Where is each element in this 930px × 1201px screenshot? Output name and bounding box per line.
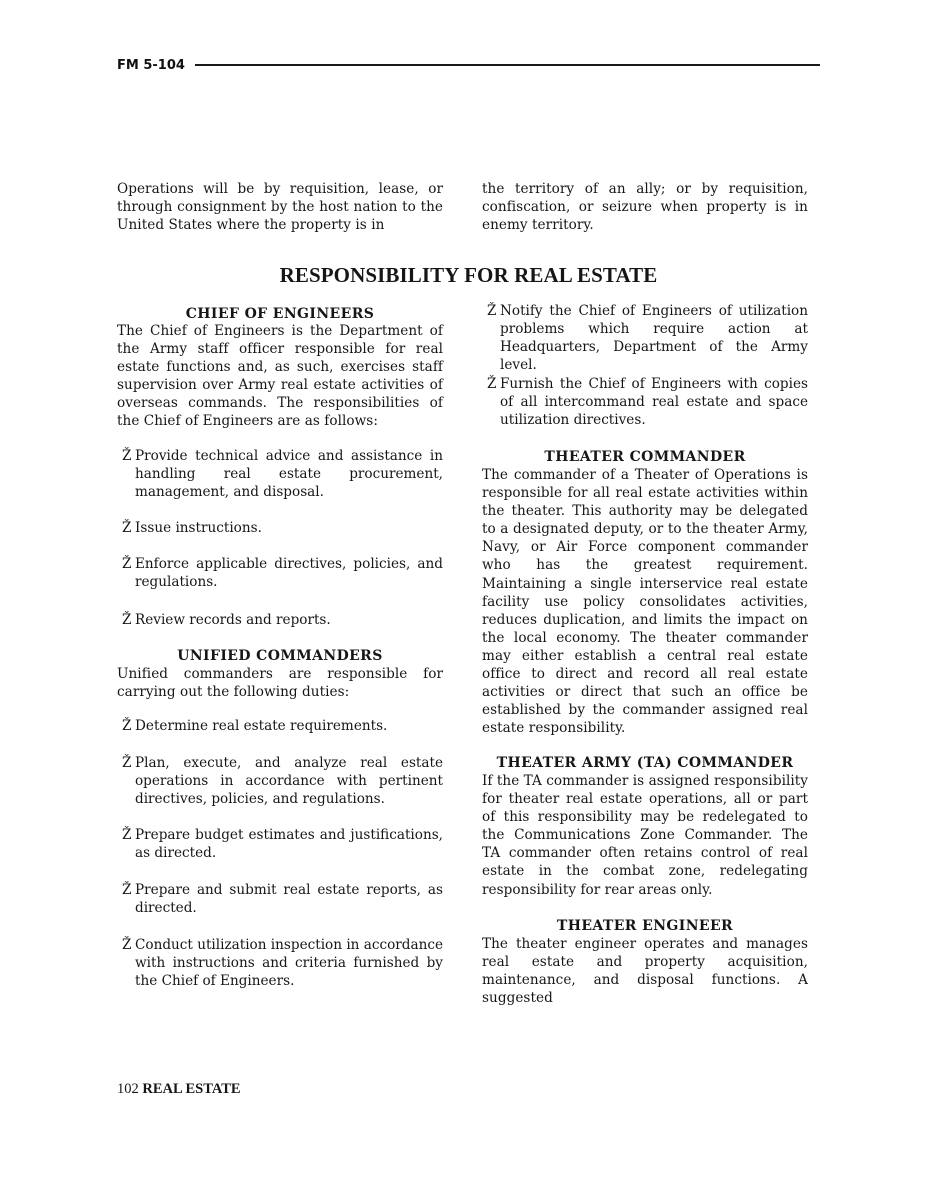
theater-commander-paragraph: The commander of a Theater of Operations is responsible for all real estate activities within the theater. This authority may be delegated to a designated deputy, or to the theater Army, Navy, or Air Force component commander who has the greatest requirement. Maintaining a single interservice real estate facility use policy consolidates activities, reduces duplication, and limits the impact on the local economy. The theater commander may either establish a central real estate office to direct and record all real estate activities or direct that such an office be established by the commander assigned real estate responsibility. <box>482 467 808 737</box>
bullet-icon: Ž <box>122 612 132 628</box>
unified-commanders-paragraph: Unified commanders are responsible for carrying out the following duties: <box>117 666 443 701</box>
heading-unified-commanders: UNIFIED COMMANDERS <box>177 648 383 664</box>
bullet-icon: Ž <box>122 937 132 953</box>
bullet-icon: Ž <box>122 827 132 843</box>
bullet-icon: Ž <box>122 882 132 898</box>
theater-engineer-paragraph: The theater engineer operates and manages real estate and property acquisition, maintenance, and disposal functions. A suggested <box>482 936 808 1007</box>
footer-section-title: REAL ESTATE <box>142 1081 241 1097</box>
list-item-text: Plan, execute, and analyze real estate operations in accordance with pertinent directives, policies, and regulations. <box>135 755 443 808</box>
manual-code: FM 5-104 <box>117 58 185 73</box>
heading-theater-army-commander: THEATER ARMY (TA) COMMANDER <box>496 755 794 771</box>
running-header <box>117 56 820 76</box>
bullet-icon: Ž <box>487 376 497 392</box>
list-item-text: Conduct utilization inspection in accordance with instructions and criteria furnished by the Chief of Engineers. <box>135 937 443 990</box>
page-number: 102 <box>117 1081 143 1097</box>
list-item-text: Enforce applicable directives, policies, and regulations. <box>135 556 443 591</box>
list-item-text: Prepare and submit real estate reports, as directed. <box>135 882 443 917</box>
bullet-icon: Ž <box>122 556 132 572</box>
bullet-icon: Ž <box>122 718 132 734</box>
page-footer <box>117 1080 241 1098</box>
list-item-text: Notify the Chief of Engineers of utilization problems which require action at Headquarters, Department of the Army level. <box>500 303 808 374</box>
list-item-text: Review records and reports. <box>135 612 331 628</box>
intro-paragraph-left: Operations will be by requisition, lease, or through consignment by the host nation to the United States where the property is in <box>117 181 443 234</box>
heading-theater-commander: THEATER COMMANDER <box>544 449 746 465</box>
list-item-text: Furnish the Chief of Engineers with copies of all intercommand real estate and space utilization directives. <box>500 376 808 429</box>
bullet-icon: Ž <box>487 303 497 319</box>
intro-paragraph-right: the territory of an ally; or by requisition, confiscation, or seizure when property is in enemy territory. <box>482 181 808 234</box>
list-item-text: Determine real estate requirements. <box>135 718 388 734</box>
heading-chief-of-engineers: CHIEF OF ENGINEERS <box>185 306 375 322</box>
list-item-text: Prepare budget estimates and justifications, as directed. <box>135 827 443 862</box>
bullet-icon: Ž <box>122 520 132 536</box>
header-rule <box>195 64 820 66</box>
section-title: RESPONSIBILITY FOR REAL ESTATE <box>279 263 658 287</box>
bullet-icon: Ž <box>122 448 132 464</box>
bullet-icon: Ž <box>122 755 132 771</box>
chief-of-engineers-paragraph: The Chief of Engineers is the Department of the Army staff officer responsible for real estate functions and, as such, exercises staff supervision over Army real estate activities of overseas commands. The responsibilities of the Chief of Engineers are as follows: <box>117 323 443 430</box>
list-item-text: Issue instructions. <box>135 520 262 536</box>
heading-theater-engineer: THEATER ENGINEER <box>556 918 734 934</box>
ta-commander-paragraph: If the TA commander is assigned responsibility for theater real estate operations, all or part of this responsibility may be redelegated to the Communications Zone Commander. The TA commander often retains control of real estate in the combat zone, redelegating responsibility for rear areas only. <box>482 773 809 898</box>
list-item-text: Provide technical advice and assistance in handling real estate procurement, management, and disposal. <box>135 448 443 501</box>
